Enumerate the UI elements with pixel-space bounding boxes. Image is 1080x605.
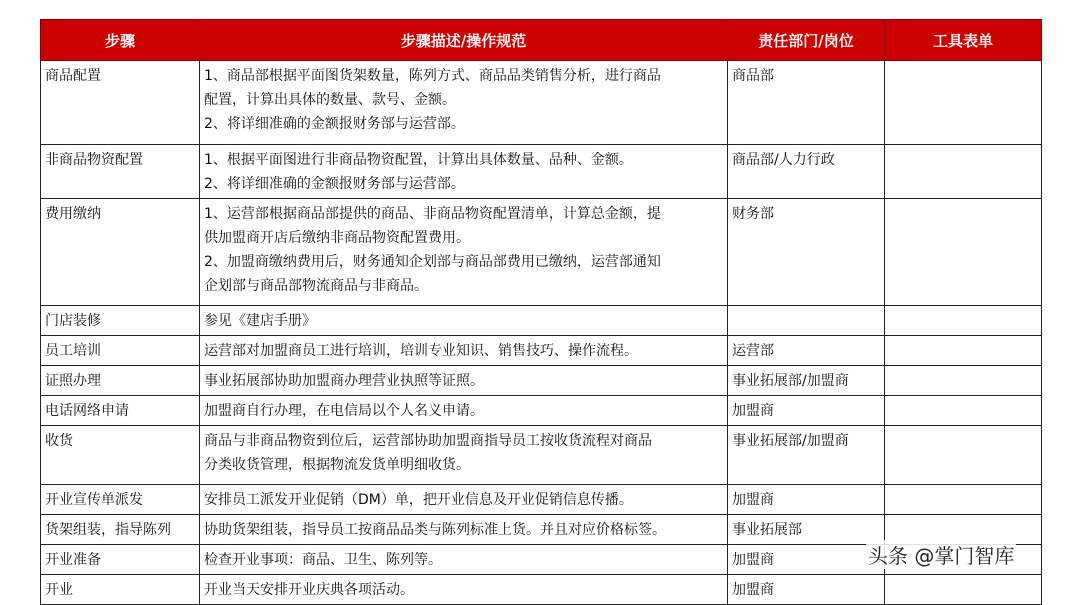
table-row — [41, 485, 1042, 515]
description-line: 参见《建店手册》 — [204, 313, 316, 329]
tools-cell — [885, 145, 1042, 199]
description-cell — [200, 336, 728, 366]
description-cell — [200, 396, 728, 426]
tools-cell — [885, 396, 1042, 426]
description-cell — [200, 306, 728, 336]
department-cell: 加盟商 — [728, 575, 885, 605]
description-cell — [200, 575, 728, 605]
table-row — [41, 336, 1042, 366]
step-cell: 开业准备 — [41, 545, 200, 575]
step-cell: 货架组装，指导陈列 — [41, 515, 200, 545]
description-cell — [200, 61, 728, 145]
description-line: 安排员工派发开业促销（DM）单，把开业信息及开业促销信息传播。 — [204, 492, 633, 508]
step-cell: 收货 — [41, 426, 200, 485]
department-cell: 事业拓展部/加盟商 — [728, 366, 885, 396]
table-row — [41, 145, 1042, 199]
description-line: 2、将详细准确的金额报财务部与运营部。 — [204, 176, 465, 192]
table-body — [41, 61, 1042, 605]
description-cell — [200, 545, 728, 575]
description-line: 1、根据平面图进行非商品物资配置，计算出具体数量、品种、金额。 — [204, 152, 633, 168]
table-row — [41, 61, 1042, 145]
header-department: 责任部门/岗位 — [728, 20, 885, 61]
step-cell: 门店装修 — [41, 306, 200, 336]
description-cell — [200, 366, 728, 396]
step-cell: 商品配置 — [41, 61, 200, 145]
description-line: 供加盟商开店后缴纳非商品物资配置费用。 — [204, 230, 470, 246]
description-line: 2、将详细准确的金额报财务部与运营部。 — [204, 116, 465, 132]
tools-cell — [885, 306, 1042, 336]
description-line: 配置，计算出具体的数量、款号、金额。 — [204, 92, 456, 108]
header-description: 步骤描述/操作规范 — [200, 20, 728, 61]
department-cell — [728, 306, 885, 336]
department-cell: 商品部 — [728, 61, 885, 145]
table-row — [41, 306, 1042, 336]
step-cell: 证照办理 — [41, 366, 200, 396]
department-cell: 运营部 — [728, 336, 885, 366]
description-line: 开业当天安排开业庆典各项活动。 — [204, 582, 414, 598]
department-cell: 事业拓展部 — [728, 515, 885, 545]
department-cell: 加盟商 — [728, 396, 885, 426]
tools-cell — [885, 366, 1042, 396]
department-cell: 加盟商 — [728, 485, 885, 515]
description-line: 协助货架组装，指导员工按商品品类与陈列标准上货。并且对应价格标签。 — [204, 522, 666, 538]
description-line: 企划部与商品部物流商品与非商品。 — [204, 278, 428, 294]
tools-cell — [885, 336, 1042, 366]
table-row — [41, 366, 1042, 396]
step-cell: 电话网络申请 — [41, 396, 200, 426]
step-cell: 员工培训 — [41, 336, 200, 366]
description-line: 加盟商自行办理，在电信局以个人名义申请。 — [204, 403, 484, 419]
watermark: 头条 @掌门智库 — [866, 540, 1016, 569]
description-line: 1、运营部根据商品部提供的商品、非商品物资配置清单，计算总金额，提 — [204, 206, 661, 222]
header-tools: 工具表单 — [885, 20, 1042, 61]
description-line: 事业拓展部协助加盟商办理营业执照等证照。 — [204, 373, 484, 389]
department-cell: 财务部 — [728, 199, 885, 306]
description-cell — [200, 199, 728, 306]
description-line: 商品与非商品物资到位后，运营部协助加盟商指导员工按收货流程对商品 — [204, 433, 652, 449]
description-cell — [200, 426, 728, 485]
step-cell: 开业 — [41, 575, 200, 605]
table-row — [41, 575, 1042, 605]
tools-cell — [885, 199, 1042, 306]
table-row — [41, 426, 1042, 485]
description-cell — [200, 515, 728, 545]
table-header-row — [41, 20, 1042, 61]
description-line: 运营部对加盟商员工进行培训，培训专业知识、销售技巧、操作流程。 — [204, 343, 638, 359]
description-cell — [200, 485, 728, 515]
description-line: 分类收货管理，根据物流发货单明细收货。 — [204, 457, 470, 473]
department-cell: 事业拓展部/加盟商 — [728, 426, 885, 485]
tools-cell — [885, 485, 1042, 515]
table-row — [41, 396, 1042, 426]
description-line: 检查开业事项：商品、卫生、陈列等。 — [204, 552, 442, 568]
tools-cell — [885, 575, 1042, 605]
header-step: 步骤 — [41, 20, 200, 61]
description-cell — [200, 145, 728, 199]
department-cell: 加盟商 — [728, 545, 885, 575]
table-row — [41, 199, 1042, 306]
department-cell: 商品部/人力行政 — [728, 145, 885, 199]
step-cell: 非商品物资配置 — [41, 145, 200, 199]
step-cell: 开业宣传单派发 — [41, 485, 200, 515]
step-cell: 费用缴纳 — [41, 199, 200, 306]
procedure-table — [40, 19, 1042, 605]
tools-cell — [885, 426, 1042, 485]
description-line: 2、加盟商缴纳费用后，财务通知企划部与商品部费用已缴纳，运营部通知 — [204, 254, 661, 270]
tools-cell — [885, 61, 1042, 145]
description-line: 1、商品部根据平面图货架数量，陈列方式、商品品类销售分析，进行商品 — [204, 68, 661, 84]
